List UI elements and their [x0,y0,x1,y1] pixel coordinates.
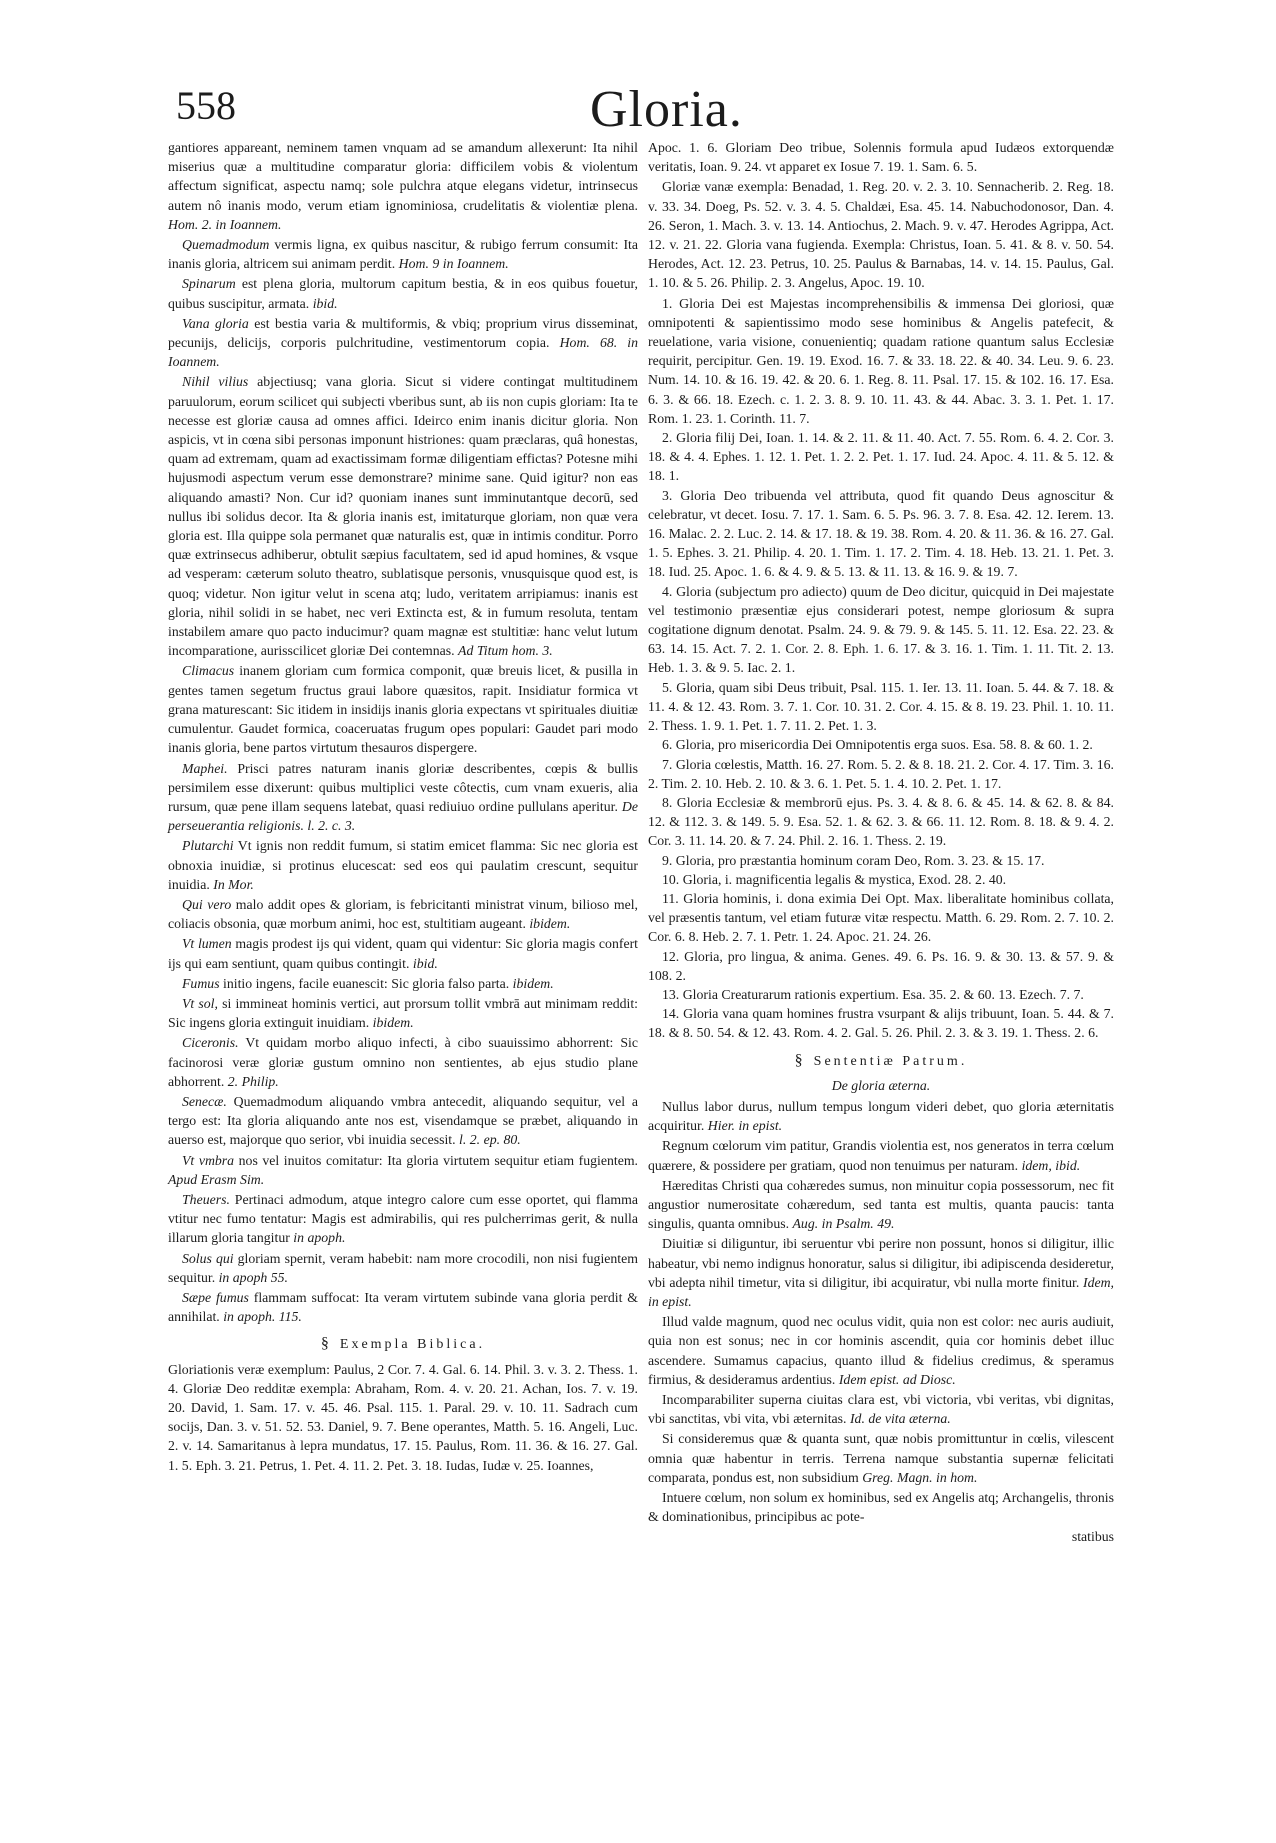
quote-head: Theuers. [182,1191,230,1207]
sententia-paragraph [648,1488,1114,1526]
quote-text: malo addit opes & gloriam, is febricitanti ministrat vinum, bilioso mel, coliacis obsonia, quæ morbum animi, hoc est, stultitiam augeant. [168,896,638,932]
quote-text: nos vel inuitos comitatur: Ita gloria virtutem sequitur etiam fugientem. [234,1152,638,1168]
quote-head: Vt vmbra [182,1152,235,1168]
quote-ref: 2. Philip. [227,1073,279,1089]
quote-ref: in apoph. 115. [223,1309,302,1325]
quote-head: Vt sol, [182,995,218,1011]
sententia-ref: Aug. in Psalm. 49. [792,1216,895,1232]
quote-head: Senecæ. [182,1093,227,1109]
sententia-paragraph [648,1234,1114,1311]
numbered-entry: 13. Gloria Creaturarum rationis expertium. Esa. 35. 2. & 60. 13. Ezech. 7. 7. [662,986,1084,1002]
numbered-entry: 14. Gloria vana quam homines frustra vsurpant & alijs tribuunt, Ioan. 5. 44. & 7. 18. & 8. 50. 54. & 12. 43. Rom. 4. 2. Gal. 5. 26. Phil. 2. 3. & 3. 19. 1. Thess. 2. 6. [648,1006,1114,1041]
sententia-paragraph [648,1136,1114,1174]
quote-head: Vana gloria [182,315,249,331]
quote-ref: Apud Erasm Sim. [168,1171,265,1187]
right-opening: Apoc. 1. 6. Gloriam Deo tribue, Solennis formula apud Iudæos extorquendæ veritatis, Ioan. 9. 24. vt apparet ex Iosue 7. 19. 1. Sam. 6. 5. [648,140,1114,175]
quote-text: inanem gloriam cum formica componit, quæ breuis licet, & pusilla in gentes tamen segetum fructus graui labore quæsitos, rapit. Insidiatur formica vt grana maturescant: Sic itidem in insidijs inanis gloria expectans vt spirituales diuitiæ cumulentur. Gaudet formica, coaceruatas frugum opes populari: Gaudet pari modo inanis gloria, bene partos virtutum thesauros dispergere. [168,663,638,756]
quote-ref: De perseuerantia religionis. l. 2. c. 3. [168,798,638,834]
quote-paragraph [168,274,638,312]
quote-paragraph [168,1092,638,1150]
quote-head: Spinarum [182,276,236,292]
section-mark: § [794,1051,806,1069]
quote-text: Pertinaci admodum, atque integro calore cum esse oportet, qui flamma vtitur nec fumo tentatur: Magis est admirabilis, qui res pulcherrimas gerit, & nulla illarum gloria tangitur [168,1191,638,1246]
quote-head: Maphei. [182,760,228,776]
left-column [168,138,638,1476]
quote-text: Prisci patres naturam inanis gloriæ describentes, cœpis & bullis persimilem esse dixerunt: quibus multiplici veste côtectis, cum vnam exueris, alia rursum, quæ pene illam sequens latebat, quasi rediuiuo ordine pullulans aperitur. [168,760,638,814]
sententia-paragraph [648,1312,1114,1389]
quote-ref: Hom. 9 in Ioannem. [398,256,509,272]
quote-ref: Ad Titum hom. 3. [458,643,553,659]
quote-ref: ibidem. [529,916,571,932]
sententia-ref: Idem, in epist. [648,1274,1114,1309]
quote-paragraph [168,1249,638,1287]
quote-ref: Hom. 68. in Ioannem. [168,335,639,370]
quote-ref: ibidem. [512,975,554,991]
sententia-paragraph [648,1429,1114,1487]
quote-head: Climacus [182,663,235,679]
quote-ref: in apoph 55. [218,1269,288,1285]
quote-ref: ibid. [312,295,338,311]
quote-head: Quemadmodum [182,237,270,253]
numbered-entry: 8. Gloria Ecclesiæ & membrorū ejus. Ps. 3. 4. & 8. 6. & 45. 14. & 62. 8. & 84. 12. & 112. 3. & 149. 5. 9. Esa. 52. 1. & 62. 3. & 66. 11. 12. Rom. 8. 18. & 9. 4. 2. Cor. 3. 11. 14. 20. & 7. 24. Phil. 2. 16. 1. Thess. 2. 19. [648,794,1114,849]
sententia-text: Nullus labor durus, nullum tempus longum videri debet, quo gloria æternitatis acquiritur. [648,1098,1114,1134]
sententia-text: Diuitiæ si diliguntur, ibi seruentur vbi perire non possunt, honos si diligitur, illic habeatur, vbi nemo indignus honoratur, salus si diligitur, ibi adipiscenda desideretur, vbi adepta nihil timetur, vita si diligitur, ibi acquiratur, vbi nulla morte finitur. [648,1236,1114,1290]
quote-ref: ibid. [412,955,438,971]
quote-text: abjectiusq; vana gloria. Sicut si videre contingat multitudinem paruulorum, eorum scilicet qui subjecti vberibus sunt, ab iis non cupis gloriam: Ita te necesse est gloriæ causa ad omnes affici. Ideirco enim inanis dicitur gloria. Non aspicis, vt in cœna sibi personas imponunt histriones: quam præclaras, quâ honestas, quam ad extremam, quam ad exactissimam formæ diligentiam effictas? Potesne mihi hujusmodi aspectum verum esse demonstrare? minime sane. Quid igitur? non eas aliquando amasti? Non. Cur id? quoniam inanes sunt imminutantque decorū, sed nullus ibi solidus decor. Ita & gloria inanis est, imitaturque gloriam, non quæ vera gloria est. Illa quippe sola permanet quæ naturalis est, quæ in intimis conditur. Porro quæ extrinsecus adhiberur, obtulit sæpius facultatem, sed id apud homines, & vsque ad vesperam: cæterum soluto theatro, sublatisque personis, vnusquisque quod est, is quoq; videtur. Non igitur velut in scena atq; ludo, veritatem arripiamus: inanis est gloria, nihil solidi in se habet, nec veri Extincta est, & in fumum resoluta, tentam instabilem amare quo pacto inducimur? quam magnæ est stultitiæ: hanc velut lutum incomparatione, aurisscilicet gloriæ Dei contemnas. [168,374,638,659]
sententia-text: Incomparabiliter superna ciuitas clara est, vbi victoria, vbi veritas, vbi dignitas, vbi sanctitas, vbi vita, vbi æternitas. [648,1392,1114,1427]
quote-paragraph [168,372,638,660]
quote-paragraph [168,994,638,1032]
sententia-ref: idem, ibid. [1021,1157,1081,1173]
quote-paragraph [168,1288,638,1326]
sententia-paragraph [648,1176,1114,1234]
section-title-sententiae: § Sententiæ Patrum. [794,1051,968,1069]
quote-text: est plena gloria, multorum capitum bestia, & in eos quibus fouetur, quibus suscipitur, armata. [168,276,638,311]
numbered-entry: 3. Gloria Deo tribuenda vel attributa, quod fit quando Deus agnoscitur & celebratur, vt decet. Iosu. 7. 17. 1. Sam. 6. 5. Ps. 96. 3. 7. 8. Esa. 42. 12. Ierem. 13. 16. Malac. 2. 2. Luc. 2. 14. & 17. 18. & 19. 38. Rom. 4. 20. & 11. 36. & 16. 27. Gal. 1. 5. Ephes. 3. 21. Philip. 4. 20. 1. Tim. 1. 17. 2. Tim. 4. 18. Heb. 13. 21. 1. Pet. 3. 18. Iud. 25. Apoc. 1. 6. & 4. 9. & 5. 13. & 11. 13. & 16. 9. & 19. 7. [648,487,1114,580]
quote-head: Fumus [182,975,220,991]
sententia-text: Intuere cœlum, non solum ex hominibus, sed ex Angelis atq; Archangelis, thronis & dominationibus, principibus ac pote- [648,1490,1114,1525]
numbered-entry: 2. Gloria filij Dei, Ioan. 1. 14. & 2. 11. & 11. 40. Act. 7. 55. Rom. 6. 4. 2. Cor. 3. 18. & 4. 4. Ephes. 1. 12. 1. Pet. 1. 2. 2. Pet. 1. 17. Iud. 24. Apoc. 4. 11. & 5. 12. & 18. 1. [648,430,1114,484]
quote-head: Plutarchi [182,838,234,854]
numbered-entry: 1. Gloria Dei est Majestas incomprehensibilis & immensa Dei gloriosi, quæ omnipotenti & sapientissimo modo sese hominibus & Angelis patefecit, & reuelatione, varia visione, conuenientiq; quadam ratione quantum salus Ecclesiæ requirit, percipitur. Gen. 19. 19. Exod. 16. 7. & 33. 18. 22. & 40. 34. Leu. 9. 6. 23. Num. 14. 10. & 16. 19. 42. & 20. 6. 1. Reg. 8. 11. Psal. 17. 15. & 102. 16. 17. Esa. 6. 3. & 66. 18. Ezech. c. 1. 2. 3. 8. 9. 10. 11. 43. & 44. Abac. 3. 3. 1. Pet. 1. 17. Rom. 1. 23. 1. Corinth. 11. 7. [648,295,1114,426]
quote-paragraph [168,1190,638,1248]
quote-ref: In Mor. [213,876,254,892]
running-head: Gloria. [590,81,743,138]
quote-text: vermis ligna, ex quibus nascitur, & rubigo ferrum consumit: Ita inanis gloria, altricem sui animam perdit. [168,237,638,272]
page-number: 558 [176,83,236,128]
section-subtitle: De gloria æterna. [831,1077,931,1093]
numbered-entry: 7. Gloria cœlestis, Matth. 16. 27. Rom. 5. 2. & 8. 18. 21. 2. Cor. 4. 17. Tim. 3. 16. 2. Tim. 2. 10. Heb. 2. 10. & 3. 6. 1. Pet. 5. 1. 4. 10. 2. Pet. 1. 17. [648,756,1114,791]
sententia-text: Regnum cœlorum vim patitur, Grandis violentia est, nos generatos in terra cœlum quærere, & possidere per gratiam, quod non tenuimus per naturam. [648,1138,1114,1173]
numbered-entry: 10. Gloria, i. magnificentia legalis & mystica, Exod. 28. 2. 40. [662,871,1007,887]
quote-head: Qui vero [182,896,232,912]
vana-exempla: Gloriæ vanæ exempla: Benadad, 1. Reg. 20. v. 2. 3. 10. Sennacherib. 2. Reg. 18. v. 33. 34. Doeg, Ps. 52. v. 3. 4. 5. Chaldæi, Esa. 45. 14. Nabuchodonosor, Dan. 4. 26. Seron, 1. Mach. 3. v. 13. 14. Antiochus, 2. Mach. 9. v. 47. Herodes Agrippa, Act. 12. v. 21. 22. Gloria vana fugienda. Exempla: Christus, Ioan. 5. 41. & 8. v. 50. 54. Herodes, Act. 12. 23. Petrus, 10. 25. Paulus & Barnabas, 14. v. 14. 15. Paulus, Gal. 1. 10. & 5. 26. Philip. 2. 3. Angelus, Apoc. 19. 10. [648,179,1114,291]
numbered-entry: 11. Gloria hominis, i. dona eximia Dei Opt. Max. liberalitate hominibus collata, vel præsentis tantum, vel etiam futuræ vitæ respectu. Matth. 6. 29. Rom. 2. 7. 10. 2. Cor. 6. 8. Heb. 2. 7. 1. Petr. 1. 24. Apoc. 21. 24. 26. [648,890,1114,945]
numbered-entry: 9. Gloria, pro præstantia hominum coram Deo, Rom. 3. 23. & 15. 17. [662,852,1045,868]
section-mark: § [320,1335,332,1353]
quote-paragraph [168,836,638,894]
quote-paragraph [168,661,638,757]
quote-list [168,235,638,1326]
sententia-ref: Hier. in epist. [707,1118,783,1134]
sententia-paragraph [648,1390,1114,1428]
quote-text: gloriam spernit, veram habebit: nam more crocodili, non nisi fugientem sequitur. [168,1250,638,1285]
quote-ref: ibidem. [372,1015,414,1031]
quote-text: flammam suffocat: Ita veram virtutem subinde vana gloria perdit & annihilat. [168,1289,638,1325]
catchword: statibus [1071,1529,1114,1545]
sententiae-list [648,1097,1114,1526]
opening-paragraph: gantiores appareant, neminem tamen vnquam ad se amandum allexerunt: Ita nihil miserius quæ a multitudine comparatur gloria: difficilem vobis & violentum affectum significat, aspectu namq; sole pulchra atque elegans videtur, intrinsecus autem nô inanis modo, verum etiam ignominiosa, crudelitatis & violentiæ plena. Hom. 2. in Ioannem. [168,140,638,232]
quote-head: Nihil vilius [182,374,249,390]
sententia-ref: Greg. Magn. in hom. [862,1469,978,1485]
right-column [648,138,1114,1547]
quote-paragraph [168,314,638,372]
quote-paragraph [168,1151,638,1189]
sententia-paragraph [648,1097,1114,1135]
sententia-text: Illud valde magnum, quod nec oculus vidit, quia non est color: nec auris audiuit, quia non est sonus; nec in cor hominis ascendit, quia cor hominis debet illuc ascendere. Sumamus capacius, quanto illud & fidelius credimus, & speramus firmius, & desideramus ardentius. [648,1314,1114,1387]
sententia-text: Hæreditas Christi qua cohæredes sumus, non minuitur copia possessorum, nec fit angustior numerositate cohæredum, sed tanta est multis, quanta paucis: tanta singulis, quanta omnibus. [648,1177,1114,1232]
quote-text: initio ingens, facile euanescit: Sic gloria falso parta. [219,975,510,991]
quote-paragraph [168,1033,638,1091]
quote-text: est bestia varia & multiformis, & vbiq; proprium virus disseminat, pecunijs, delicijs, corporis pulchritudine, vestimentorum copia. [168,315,638,351]
quote-text: Vt quidam morbo aliquo infecti, à cibo suauissimo abhorrent: Sic facinorosi veræ gloriæ gustum omnino non sentientes, ab ejus studio plane abhorrent. [168,1035,638,1089]
numbered-entry: 5. Gloria, quam sibi Deus tribuit, Psal. 115. 1. Ier. 13. 11. Ioan. 5. 44. & 7. 18. & 11. 4. & 12. 43. Rom. 3. 7. 1. Cor. 10. 31. 2. Cor. 4. 15. & 8. 19. 23. Phil. 1. 10. 11. 2. Thess. 1. 9. 1. Pet. 1. 7. 11. 2. Pet. 1. 3. [648,679,1114,734]
numbered-list [648,294,1114,1043]
section-title-exempla: § Exempla Biblica. [320,1335,486,1353]
quote-paragraph [168,235,638,273]
sententia-ref: Idem epist. ad Diosc. [838,1371,956,1387]
quote-ref: l. 2. ep. 80. [459,1132,521,1148]
quote-ref: in apoph. [293,1230,346,1246]
quote-paragraph [168,934,638,972]
quote-paragraph [168,759,638,836]
quote-head: Vt lumen [182,936,232,952]
quote-head: Sæpe fumus [182,1289,249,1305]
quote-head: Ciceronis. [182,1035,239,1051]
numbered-entry: 4. Gloria (subjectum pro adiecto) quum de Deo dicitur, quicquid in Dei majestate vel testimonio præsentiæ ejus considerari potest, nempe gloriosum & supra cogitatione dignum denotat. Psalm. 24. 9. & 79. 9. & 145. 5. 11. 12. Esa. 22. 23. & 63. 14. 15. Act. 7. 2. 1. Cor. 2. 8. Eph. 1. 6. 17. & 3. 16. 1. Tim. 1. 11. Tit. 2. 13. Heb. 1. 3. & 9. 5. Iac. 2. 1. [648,583,1114,676]
quote-paragraph [168,895,638,933]
sententia-text: Si consideremus quæ & quanta sunt, quæ nobis promittuntur in cœlis, vilescent omnia quæ habentur in terris. Terrena namque substantia supernæ felicitati comparata, pondus est, non subsidium [648,1431,1114,1485]
numbered-entry: 6. Gloria, pro misericordia Dei Omnipotentis erga suos. Esa. 58. 8. & 60. 1. 2. [662,737,1093,753]
quote-head: Solus qui [182,1250,234,1266]
quote-text: magis prodest ijs qui vident, quam qui videntur: Sic gloria magis confert ijs qui eam sentiunt, quam quibus contingit. [168,936,638,971]
quote-paragraph [168,974,638,993]
exempla-paragraph: Gloriationis veræ exemplum: Paulus, 2 Cor. 7. 4. Gal. 6. 14. Phil. 3. v. 3. 2. Thess. 1. 4. Gloriæ Deo redditæ exempla: Abraham, Rom. 4. v. 20. 21. Achan, Ios. 7. v. 19. 20. David, 1. Sam. 17. v. 45. 46. Psal. 115. 1. Paral. 29. v. 10. 11. Sadrach cum socijs, Dan. 3. v. 51. 52. 53. Daniel, 9. 7. Bene operantes, Matth. 5. 16. Angeli, Luc. 2. v. 14. Samaritanus à lepra mundatus, 17. 15. Paulus, Rom. 11. 36. & 16. 27. Gal. 1. 5. Eph. 3. 21. Petrus, 1. Pet. 4. 11. 2. Pet. 3. 18. Iudas, Iudæ v. 25. Ioannes, [168,1361,638,1473]
quote-text: si immineat hominis vertici, aut prorsum tollit vmbrā aut minimam reddit: Sic ingens gloria extinguit inuidiam. [168,995,638,1031]
quote-text: Vt ignis non reddit fumum, si statim emicet flamma: Sic nec gloria est obnoxia inuidiæ, si protinus elucescat: sed eos qui paulatim crescunt, sequitur inuidia. [168,838,638,892]
numbered-entry: 12. Gloria, pro lingua, & anima. Genes. 49. 6. Ps. 16. 9. & 30. 13. & 57. 9. & 108. 2. [648,948,1114,983]
quote-text: Quemadmodum aliquando vmbra antecedit, aliquando sequitur, vel a tergo est: Ita gloria aliquando ante nos est, visendamque se præbet, aliquando in auerso est, majorque quo serior, vbi inuidia secessit. [168,1093,638,1148]
sententia-ref: Id. de vita æterna. [849,1411,951,1427]
